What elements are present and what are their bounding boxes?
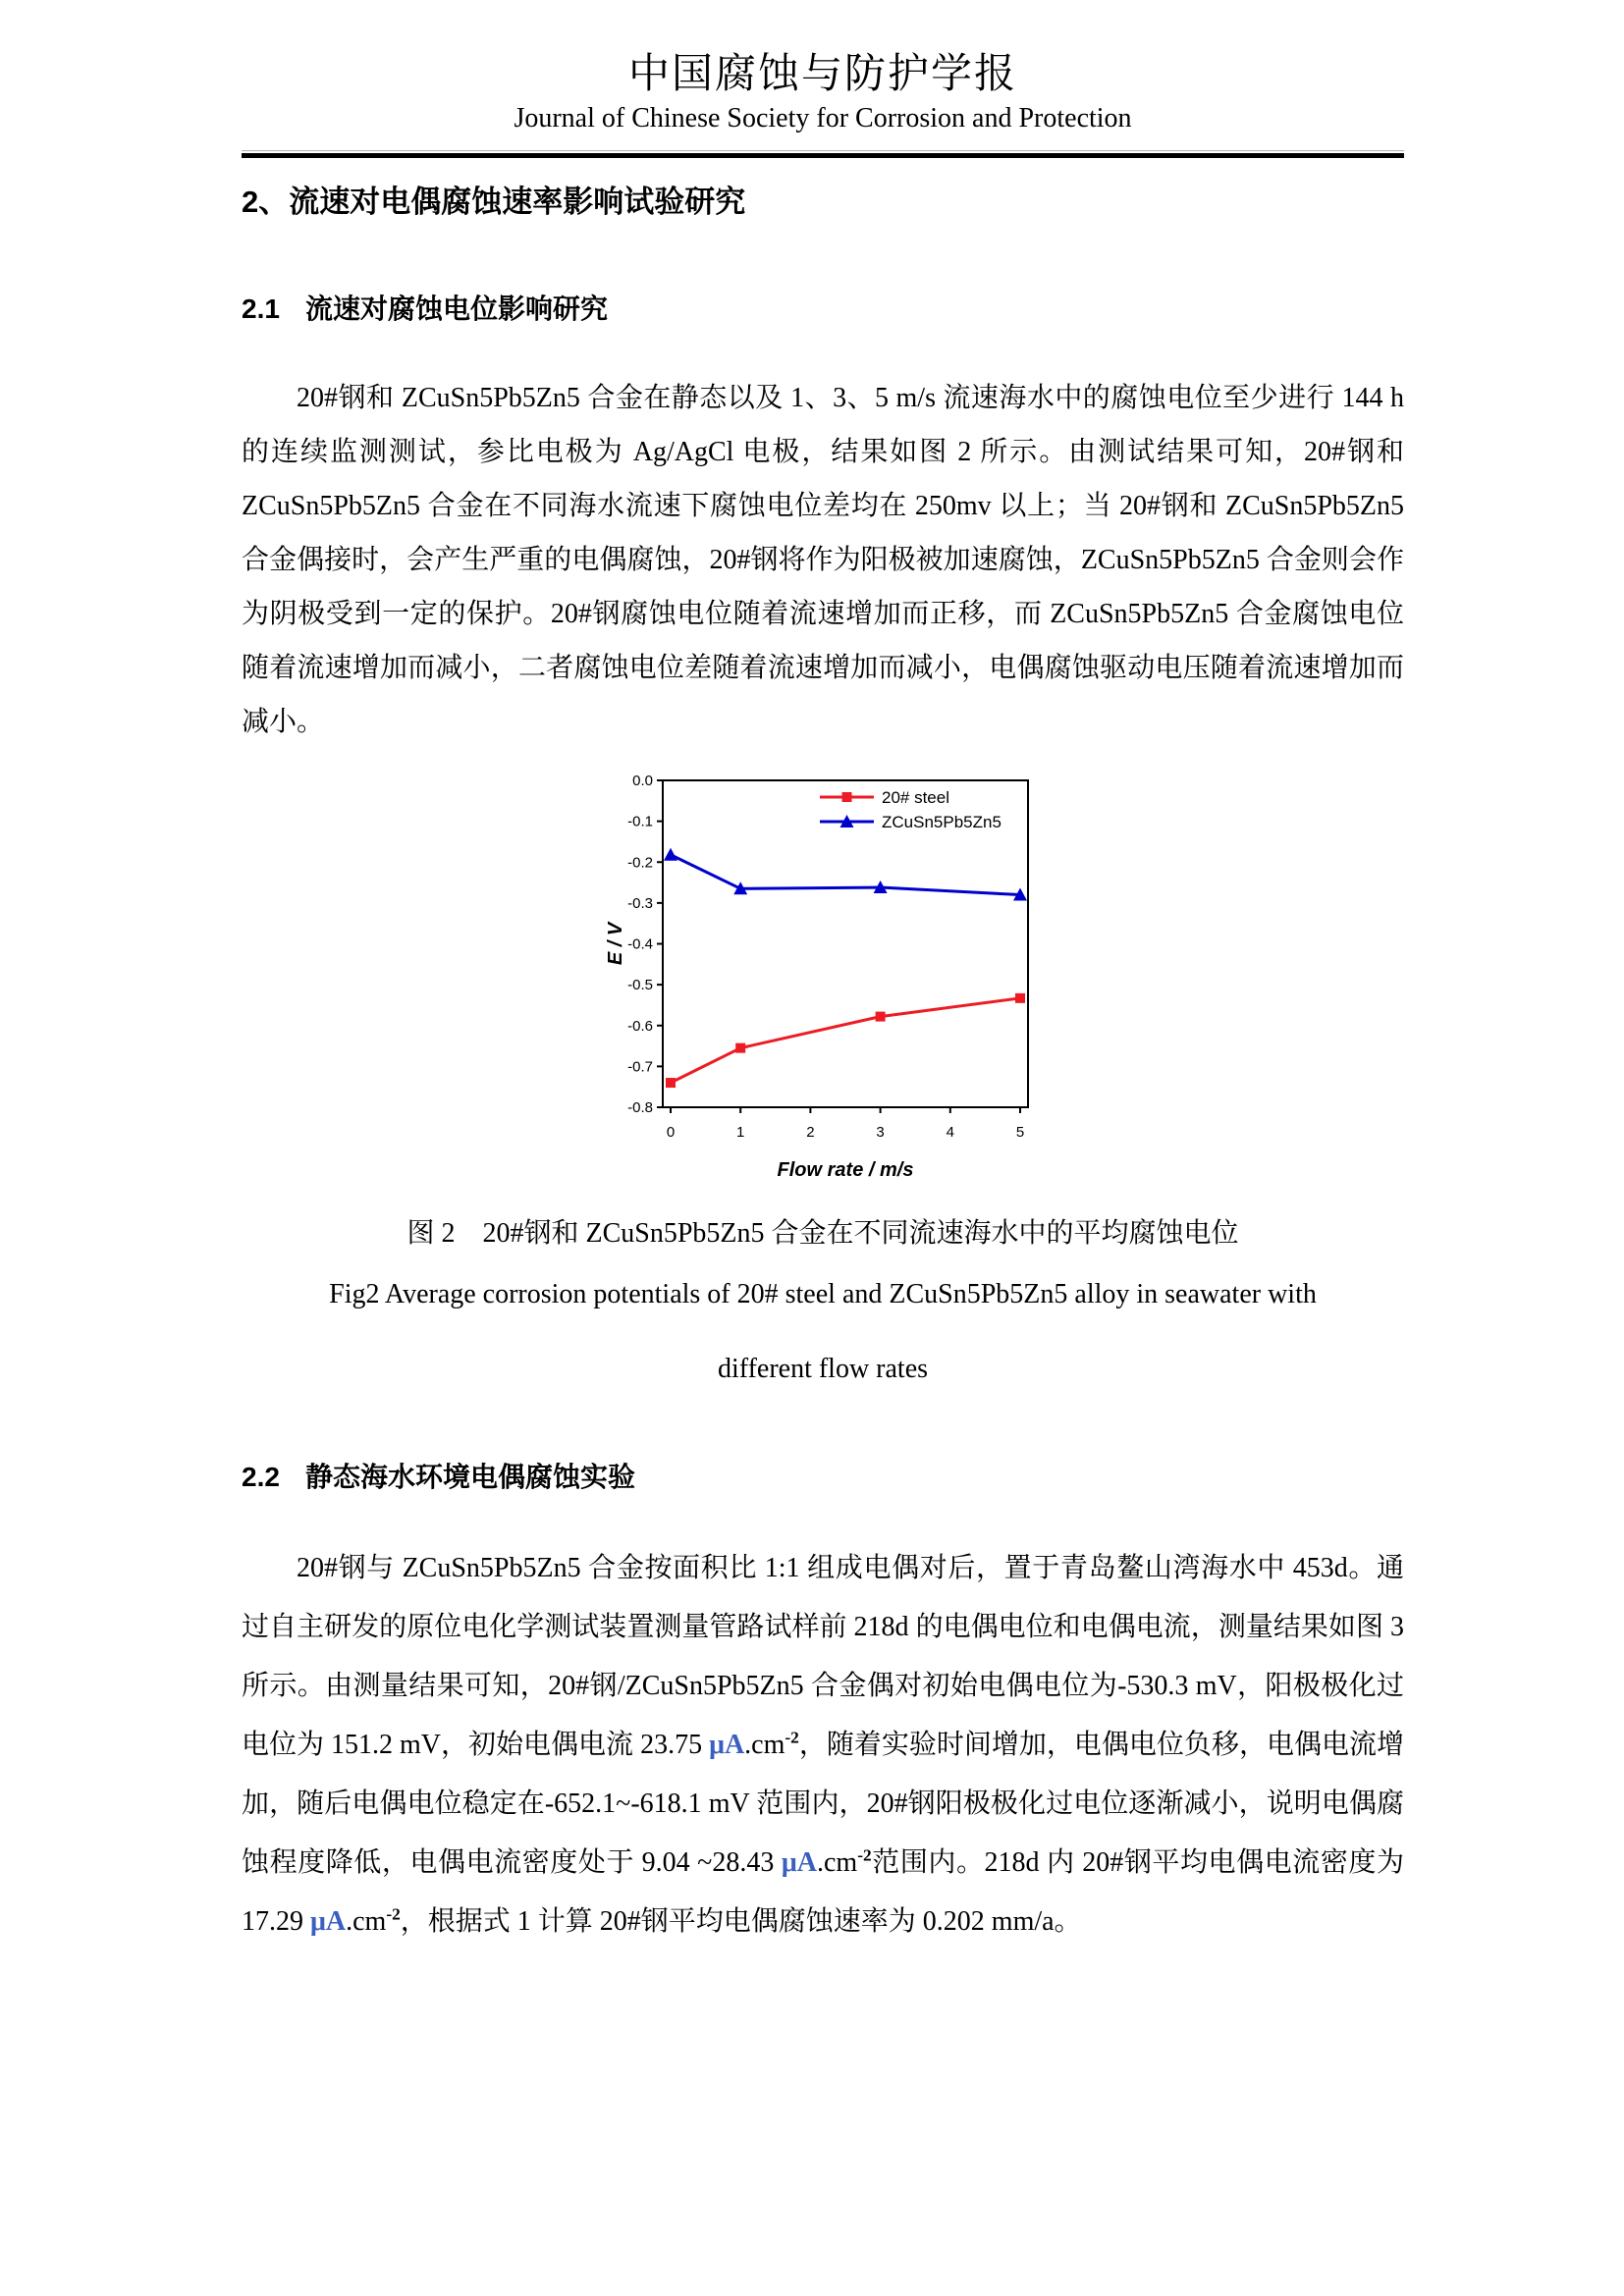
figure-caption-zh: 图 2 20#钢和 ZCuSn5Pb5Zn5 合金在不同流速海水中的平均腐蚀电位 (406, 1217, 1239, 1249)
svg-text:Flow rate / m/s: Flow rate / m/s (777, 1158, 914, 1181)
svg-text:ZCuSn5Pb5Zn5: ZCuSn5Pb5Zn5 (882, 812, 1001, 831)
svg-text:2: 2 (806, 1123, 815, 1141)
svg-text:5: 5 (1015, 1123, 1025, 1141)
body-paragraph-1: 20#钢和 ZCuSn5Pb5Zn5 合金在静态以及 1、3、5 m/s 流速海水中的腐蚀电位至少进行 144 h 的连续监测测试，参比电极为 Ag/AgCl 电极，结果如图 2 所示。由测试结果可知，20#钢和 ZCuSn5Pb5Zn5 合金在不同海水流速下腐蚀电位差均在 250mv 以上；当 20#钢和 ZCuSn5Pb5Zn5 合金偶接时，会产生严重的电偶腐蚀，20#钢将作为阳极被加速腐蚀，ZCuSn5Pb5Zn5 合金则会作为阴极受到一定的保护。20#钢腐蚀电位随着流速增加而正移，而 ZCuSn5Pb5Zn5 合金腐蚀电位随着流速增加而减小，二者腐蚀电位差随着流速增加而减小，电偶腐蚀驱动电压随着流速增加而减小。 (242, 382, 1404, 737)
svg-text:-0.2: -0.2 (627, 854, 653, 872)
svg-text:1: 1 (736, 1123, 745, 1141)
svg-text:0: 0 (666, 1123, 676, 1141)
svg-text:-0.1: -0.1 (627, 813, 653, 830)
svg-text:-0.8: -0.8 (627, 1098, 653, 1116)
figure-2 (242, 771, 1404, 1402)
svg-text:3: 3 (876, 1123, 885, 1141)
svg-text:20# steel: 20# steel (882, 787, 949, 807)
corrosion-potential-chart (602, 771, 1044, 1198)
subsection-title: 静态海水环境电偶腐蚀实验 (304, 1462, 635, 1493)
svg-text:-0.4: -0.4 (627, 935, 653, 953)
svg-text:E / V: E / V (605, 922, 626, 966)
subsection-number: 2.1 (242, 294, 280, 325)
svg-text:-0.3: -0.3 (627, 894, 653, 912)
body-paragraph-2: 20#钢与 ZCuSn5Pb5Zn5 合金按面积比 1:1 组成电偶对后，置于青岛鳌山湾海水中 453d。通过自主研发的原位电化学测试装置测量管路试样前 218d 的电偶电位和电偶电流，测量结果如图 3 所示。由测量结果可知，20#钢/ZCuSn5Pb5Zn5 合金偶对初始电偶电位为-530.3 mV，阳极极化过电位为 151.2 mV，初始电偶电流 23.75 $\mu A.cm^{-2}$，随着实验时间增加，电偶电位负移，电偶电流增加，随后电偶电位稳定在-652.1~-618.1 mV 范围内，20#钢阳极极化过电位逐渐减小，说明电偶腐蚀程度降低，电偶电流密度处于 9.04 ~28.43 $\mu A.cm^{-2}$范围内。218d 内 20#钢平均电偶电流密度为 17.29 $\mu A.cm^{-2}$，根据式 1 计算 20#钢平均电偶腐蚀速率为 0.202 mm/a。 (242, 1552, 1404, 1937)
figure-caption-en-line1: Fig2 Average corrosion potentials of 20# steel and ZCuSn5Pb5Zn5 alloy in seawater with (329, 1279, 1317, 1310)
svg-text:-0.7: -0.7 (627, 1058, 653, 1076)
subsection-heading-2-2 (242, 1461, 1404, 1494)
journal-title: 中国腐蚀与防护学报 (627, 52, 1017, 97)
svg-text:4: 4 (946, 1123, 954, 1141)
header-rule-thin (242, 150, 1404, 151)
svg-text:-0.5: -0.5 (627, 977, 653, 993)
section-heading: 2、流速对电偶腐蚀速率影响试验研究 (242, 185, 746, 220)
header-rule-thick (242, 153, 1404, 158)
svg-text:-0.6: -0.6 (627, 1017, 653, 1035)
svg-text:0.0: 0.0 (632, 772, 653, 789)
subsection-title: 流速对腐蚀电位影响研究 (304, 294, 608, 325)
journal-subtitle: Journal of Chinese Society for Corrosion and Protection (514, 103, 1132, 134)
figure-caption-en-line2: different flow rates (717, 1354, 929, 1385)
subsection-heading-2-1 (242, 293, 1404, 326)
subsection-number: 2.2 (242, 1462, 280, 1493)
